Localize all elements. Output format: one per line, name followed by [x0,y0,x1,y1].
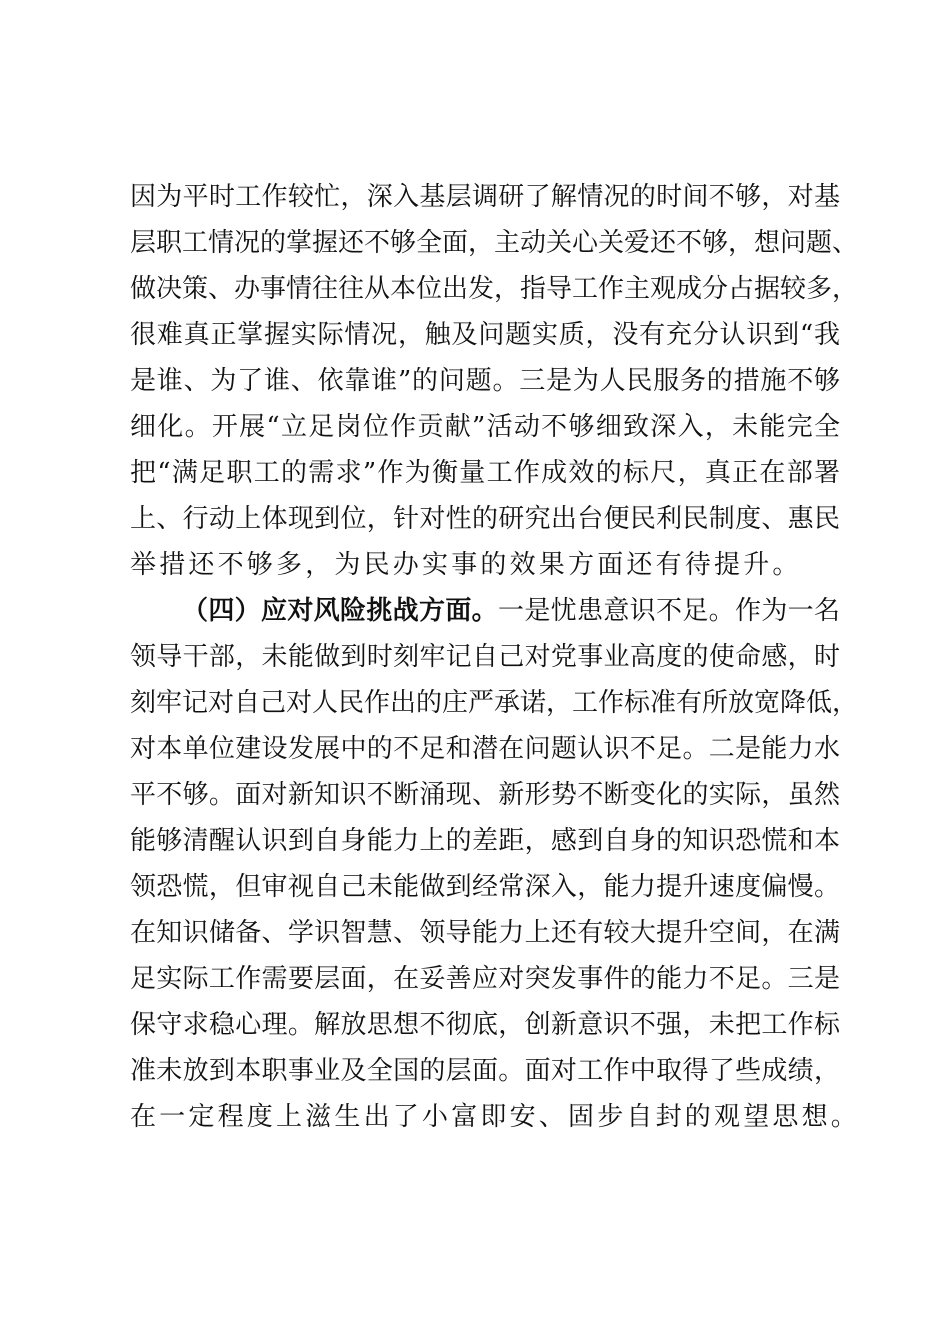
text-line: 因为平时工作较忙，深入基层调研了解情况的时间不够，对基 [130,182,840,212]
text-line: 细化。开展“立足岗位作贡献”活动不够细致深入，未能完全 [130,412,840,442]
text-line: 对本单位建设发展中的不足和潜在问题认识不足。二是能力水 [130,734,840,764]
text-line: 足实际工作需要层面，在妥善应对突发事件的能力不足。三是 [130,964,840,994]
text-line: 很难真正掌握实际情况，触及问题实质，没有充分认识到“我 [130,320,840,350]
text-line: 领恐慌，但审视自己未能做到经常深入，能力提升速度偏慢。 [130,872,840,902]
paragraph-first-line [130,588,840,634]
text-run: 一是忧患意识不足。作为一名 [498,596,840,626]
text-line: 准未放到本职事业及全国的层面。面对工作中取得了些成绩， [130,1056,840,1086]
text-line: 是谁、为了谁、依靠谁”的问题。三是为人民服务的措施不够 [130,366,840,396]
text-line: 举措还不够多，为民办实事的效果方面还有待提升。 [130,550,802,580]
text-line: 在一定程度上滋生出了小富即安、固步自封的观望思想。 [130,1102,861,1132]
text-line: 领导干部，未能做到时刻牢记自己对党事业高度的使命感，时 [130,642,840,672]
text-line: 刻牢记对自己对人民作出的庄严承诺，工作标准有所放宽降低， [130,688,859,718]
section-heading: （四）应对风险挑战方面。 [182,596,498,626]
text-line: 做决策、办事情往往从本位出发，指导工作主观成分占据较多， [130,274,859,304]
text-line: 平不够。面对新知识不断涌现、新形势不断变化的实际，虽然 [130,780,840,810]
text-line: 上、行动上体现到位，针对性的研究出台便民利民制度、惠民 [130,504,840,534]
text-line: 保守求稳心理。解放思想不彻底，创新意识不强，未把工作标 [130,1010,840,1040]
paragraph-service [130,174,859,588]
text-line: 在知识储备、学识智慧、领导能力上还有较大提升空间，在满 [130,918,840,948]
text-line: 能够清醒认识到自身能力上的差距，感到自身的知识恐慌和本 [130,826,840,856]
text-line: 层职工情况的掌握还不够全面，主动关心关爱还不够，想问题、 [130,228,859,258]
text-line: 把“满足职工的需求”作为衡量工作成效的标尺，真正在部署 [130,458,840,488]
paragraph-risk-challenges [130,588,861,1140]
document-body [130,174,861,1140]
